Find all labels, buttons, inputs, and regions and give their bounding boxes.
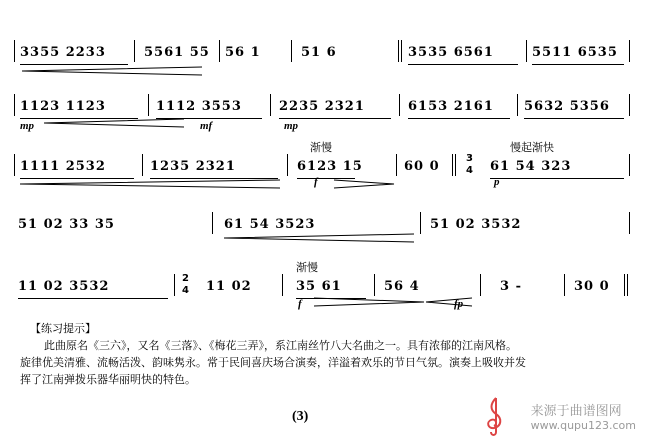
measure: 6153 2161 bbox=[408, 99, 494, 114]
measure: 5561 55 bbox=[144, 45, 210, 60]
measure: 51 6 bbox=[301, 45, 337, 60]
crescendo-hairpin bbox=[22, 67, 222, 75]
barline bbox=[282, 274, 283, 296]
underline bbox=[490, 178, 624, 179]
measure: 30 0 bbox=[574, 279, 610, 294]
barline bbox=[396, 154, 397, 176]
underline bbox=[297, 178, 355, 179]
barline bbox=[270, 94, 271, 116]
measure: 61 54 323 bbox=[490, 159, 572, 174]
underline bbox=[20, 178, 134, 179]
measure: 51 02 3532 bbox=[430, 217, 522, 232]
barline bbox=[14, 94, 15, 116]
measure: 11 02 bbox=[206, 279, 252, 294]
dynamic-mark: mp bbox=[20, 120, 35, 132]
dynamic-mark: fp bbox=[454, 298, 464, 310]
tempo-mark: 渐慢 bbox=[310, 141, 332, 154]
measure: 56 4 bbox=[384, 279, 420, 294]
barline bbox=[629, 40, 630, 62]
barline bbox=[374, 274, 375, 296]
measure: 60 0 bbox=[404, 159, 440, 174]
barline bbox=[14, 40, 15, 62]
barline bbox=[219, 40, 220, 62]
measure: 5632 5356 bbox=[524, 99, 610, 114]
measure: 1123 1123 bbox=[20, 99, 106, 114]
measure: 61 54 3523 bbox=[224, 217, 316, 232]
measure: 1111 2532 bbox=[20, 159, 106, 174]
barline bbox=[134, 40, 135, 62]
measure: 56 1 bbox=[225, 45, 261, 60]
treble-clef-icon bbox=[482, 396, 508, 436]
barline bbox=[291, 40, 292, 62]
barline bbox=[526, 40, 527, 62]
time-signature-bottom: 4 bbox=[466, 165, 473, 176]
page-number: (3) bbox=[292, 409, 309, 424]
barline bbox=[564, 274, 565, 296]
measure: 1235 2321 bbox=[150, 159, 236, 174]
crescendo-hairpin bbox=[20, 180, 300, 188]
barline bbox=[142, 154, 143, 176]
underline bbox=[279, 118, 391, 119]
measure: 51 02 33 35 bbox=[18, 217, 115, 232]
score-row-5 bbox=[14, 261, 630, 312]
crescendo-hairpin bbox=[44, 119, 194, 127]
barline bbox=[174, 274, 175, 296]
double-barline bbox=[398, 40, 402, 62]
measure: 5511 6535 bbox=[532, 45, 618, 60]
notes-title: 【练习提示】 bbox=[30, 322, 96, 335]
barline bbox=[14, 154, 15, 176]
barline bbox=[517, 94, 518, 116]
score-row-1 bbox=[14, 38, 630, 78]
dynamic-mark: mf bbox=[200, 120, 213, 132]
underline bbox=[408, 64, 518, 65]
tempo-mark: 渐慢 bbox=[296, 261, 318, 274]
watermark-name: 来源于曲谱图网 bbox=[530, 404, 622, 419]
barline bbox=[629, 94, 630, 116]
measure: 3 - bbox=[500, 279, 522, 294]
barline bbox=[480, 274, 481, 296]
dynamic-mark: mp bbox=[284, 120, 299, 132]
barline bbox=[287, 154, 288, 176]
crescendo-hairpin bbox=[224, 234, 424, 242]
underline bbox=[20, 64, 128, 65]
underline bbox=[150, 178, 278, 179]
watermark bbox=[531, 400, 636, 432]
underline bbox=[532, 64, 624, 65]
time-signature-bottom: 4 bbox=[182, 285, 189, 296]
tempo-mark: 慢起渐快 bbox=[510, 141, 554, 154]
time-signature-top: 3 bbox=[466, 153, 473, 164]
notes-line: 挥了江南弹拨乐器华丽明快的特色。 bbox=[20, 373, 196, 386]
measure: 6123 15 bbox=[297, 159, 363, 174]
double-barline bbox=[452, 154, 456, 176]
time-signature-top: 2 bbox=[182, 273, 189, 284]
dynamic-mark: f bbox=[298, 298, 302, 310]
measure: 11 02 3532 bbox=[18, 279, 110, 294]
barline bbox=[399, 94, 400, 116]
notes-line: 旋律优美清雅、流畅活泼、韵味隽永。常于民间喜庆场合演奏，洋溢着欢乐的节日气氛。演奏上吸收并发 bbox=[20, 356, 526, 369]
dynamic-mark: f bbox=[314, 176, 318, 188]
dynamic-mark: p bbox=[494, 176, 500, 188]
score-row-4 bbox=[14, 210, 630, 250]
final-barline bbox=[624, 274, 628, 296]
measure: 3535 6561 bbox=[408, 45, 494, 60]
barline bbox=[148, 94, 149, 116]
decrescendo-hairpin bbox=[334, 180, 414, 188]
underline bbox=[408, 118, 510, 119]
measure: 2235 2321 bbox=[279, 99, 365, 114]
measure: 3355 2233 bbox=[20, 45, 106, 60]
barline bbox=[212, 212, 213, 234]
notes-line: 此曲原名《三六》，又名《三落》、《梅花三弄》，系江南丝竹八大名曲之一。具有浓郁的江南风格。 bbox=[44, 339, 517, 352]
barline bbox=[420, 212, 421, 234]
barline bbox=[629, 212, 630, 234]
measure: 35 61 bbox=[296, 279, 342, 294]
underline bbox=[524, 118, 624, 119]
score-row-2 bbox=[14, 92, 630, 132]
score-row-3 bbox=[14, 141, 630, 192]
watermark-url: www.qupu123.com bbox=[530, 419, 636, 432]
barline bbox=[629, 154, 630, 176]
underline bbox=[18, 298, 168, 299]
measure: 1112 3553 bbox=[156, 99, 242, 114]
